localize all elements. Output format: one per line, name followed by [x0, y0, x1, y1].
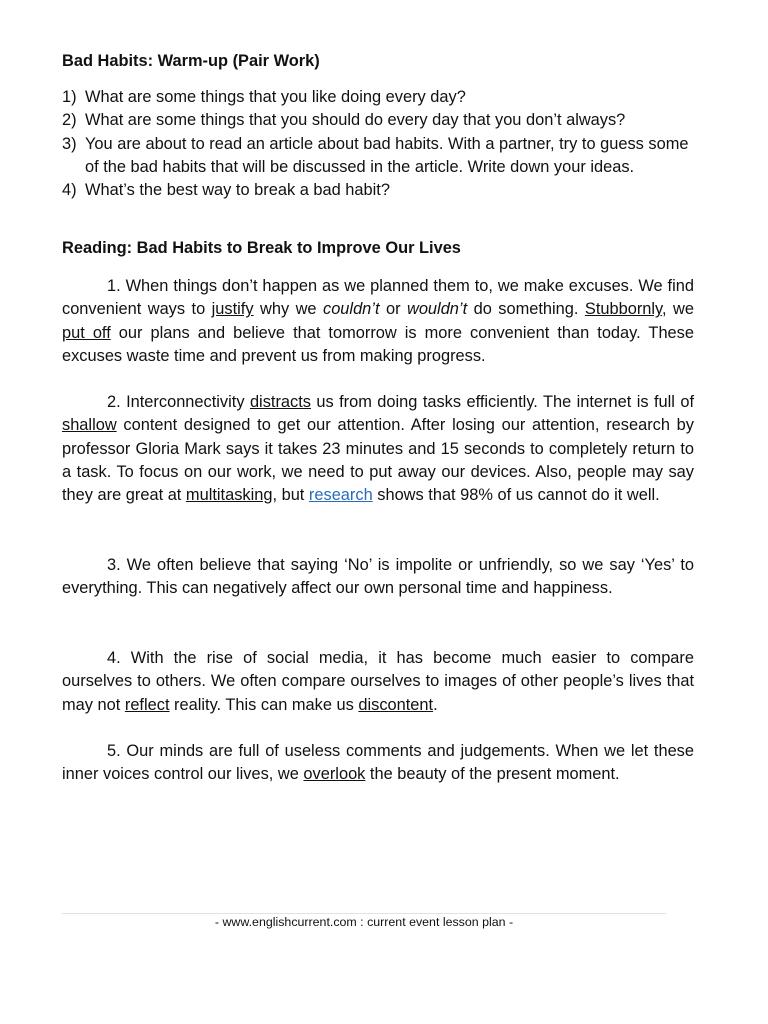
paragraph-text: do something. [467, 300, 585, 319]
reading-paragraph-1 [62, 275, 694, 368]
reading-paragraph-5 [62, 740, 694, 787]
warmup-title: Bad Habits: Warm-up (Pair Work) [62, 52, 320, 70]
paragraph-text: why we [253, 300, 323, 319]
question-text: What are some things that you should do every day that you don’t always? [85, 111, 626, 130]
paragraph-text: our plans and believe that tomorrow is more convenient than today. These excuses waste time and prevent us from making progress. [62, 323, 694, 365]
paragraph-text: 5. Our minds are full of useless comments and judgements. When we let these inner voices control our lives, we [62, 742, 694, 784]
paragraph-text: 4. With the rise of social media, it has become much easier to compare ourselves to others. We often compare ourselves to images of other people’s lives that may not [62, 649, 694, 714]
reading-paragraph-2 [62, 391, 694, 507]
question-number: 3) [62, 134, 77, 153]
emphasis-word: couldn’t [323, 300, 380, 319]
warmup-question [62, 86, 702, 109]
emphasis-word: wouldn’t [406, 300, 468, 319]
vocab-word: overlook [303, 765, 366, 784]
vocab-word: multitasking [185, 486, 273, 505]
page-footer: - www.englishcurrent.com : current event lesson plan - [214, 915, 514, 929]
warmup-question [62, 109, 702, 132]
question-text: You are about to read an article about bad habits. With a partner, try to guess some of the bad habits that will be discussed in the article. Write down your ideas. [85, 134, 689, 176]
paragraph-text: 2. Interconnectivity [107, 393, 250, 411]
reading-paragraph-4 [62, 647, 694, 717]
reading-paragraph-3 [62, 554, 694, 601]
warmup-question-list [62, 86, 702, 202]
vocab-word: discontent [358, 695, 434, 714]
paragraph-text: reality. This can make us [169, 695, 359, 714]
vocab-word: justify [211, 300, 254, 319]
research-link[interactable]: research [308, 486, 373, 505]
paragraph-text: the beauty of the present moment. [365, 765, 620, 784]
warmup-question [62, 133, 702, 180]
paragraph-text: shows that 98% of us cannot do it well. [372, 486, 660, 505]
paragraph-text: content designed to get our attention. After losing our attention, research by professor Gloria Mark says it takes 23 minutes and 15 seconds to completely return to a task. To focus on our work, we need to put away our devices. Also, people may say they are great at [62, 416, 694, 505]
paragraph-text: or [379, 300, 407, 319]
vocab-word: put off [62, 323, 111, 342]
vocab-word: reflect [124, 695, 170, 714]
warmup-question [62, 179, 702, 202]
paragraph-text: 1. When things don’t happen as we planned them to, we make excuses. We find convenient ways to [62, 277, 694, 319]
paragraph-text: , but [272, 486, 309, 505]
question-number: 2) [62, 111, 77, 130]
question-number: 4) [62, 181, 77, 200]
paragraph-text: us from doing tasks efficiently. The internet is full of [310, 393, 694, 411]
reading-title: Reading: Bad Habits to Break to Improve Our Lives [62, 239, 461, 257]
paragraph-text: . [433, 695, 438, 714]
question-number: 1) [62, 88, 77, 106]
vocab-word: Stubbornly [584, 300, 663, 319]
paragraph-text: , we [662, 300, 695, 319]
paragraph-text: 3. We often believe that saying ‘No’ is impolite or unfriendly, so we say ‘Yes’ to everything. This can negatively affect our own personal time and happiness. [62, 556, 694, 598]
question-text: What’s the best way to break a bad habit? [85, 181, 390, 200]
vocab-word: distracts [249, 393, 311, 411]
question-text: What are some things that you like doing every day? [85, 88, 466, 106]
vocab-word: shallow [62, 416, 117, 435]
